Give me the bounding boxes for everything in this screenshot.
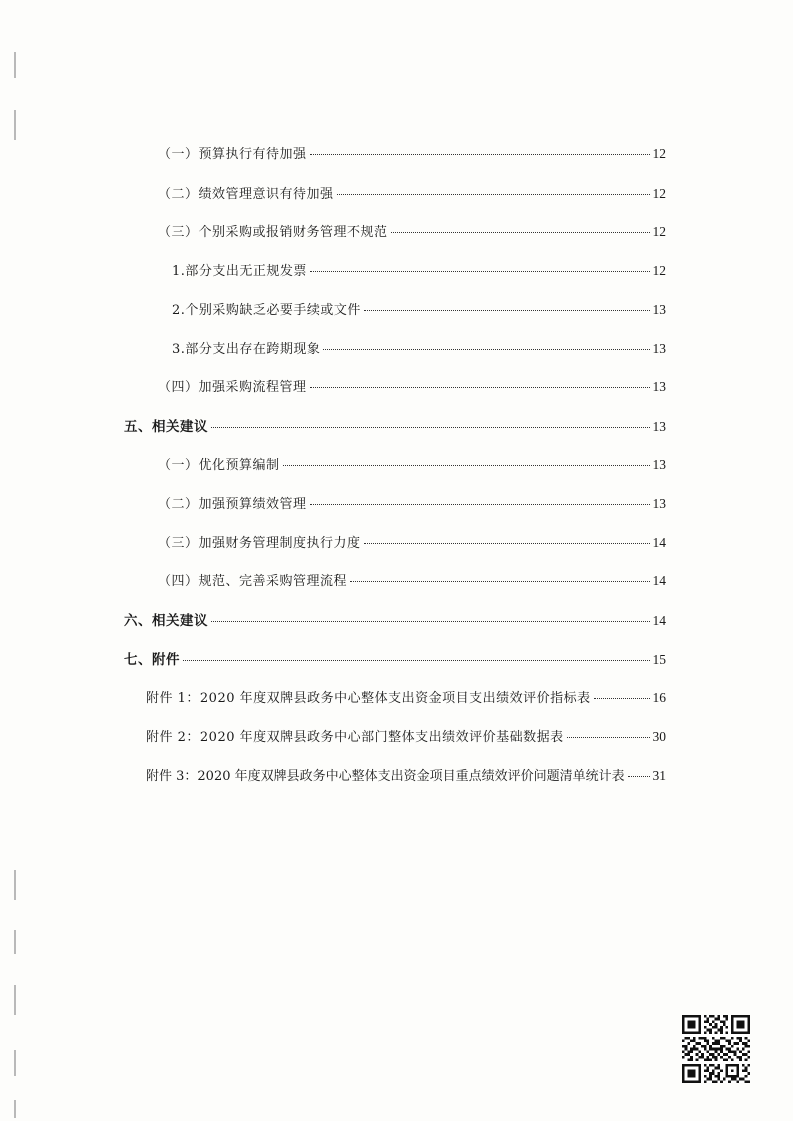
toc-page-number: 13 [652,419,666,434]
toc-page-number: 13 [652,302,666,317]
toc-entry-label: 七、附件 [124,652,180,668]
toc-leader-dots [337,194,650,195]
toc-entry-label: （二）绩效管理意识有待加强 [158,187,334,202]
toc-page-number: 13 [652,379,666,394]
toc-entry[interactable] [158,532,666,552]
toc-entry-label: （二）加强预算绩效管理 [158,497,307,512]
toc-entry-label: （一）预算执行有待加强 [158,147,307,162]
toc-page-number: 31 [652,768,666,783]
toc-entry-label: 1.部分支出无正规发票 [172,264,307,279]
toc-entry[interactable] [172,338,666,358]
toc-page-number: 12 [652,263,666,278]
toc-entry-label: （三）加强财务管理制度执行力度 [158,536,361,551]
binding-mark [14,52,16,78]
toc-entry-label: 附件 3：2020 年度双牌县政务中心整体支出资金项目重点绩效评价问题清单统计表 [146,769,625,784]
toc-entry-label: （三）个别采购或报销财务管理不规范 [158,225,388,240]
toc-entry[interactable] [172,299,666,319]
toc-entry[interactable] [158,183,666,203]
binding-mark [14,110,16,140]
toc-entry-label: 附件 1：2020 年度双牌县政务中心整体支出资金项目支出绩效评价指标表 [146,691,591,706]
toc-leader-dots [350,581,649,582]
toc-leader-dots [310,271,650,272]
toc-entry[interactable] [146,687,666,707]
toc-leader-dots [364,543,650,544]
toc-leader-dots [310,154,650,155]
toc-entry[interactable] [146,765,666,785]
toc-entry-label: 附件 2：2020 年度双牌县政务中心部门整体支出绩效评价基础数据表 [146,730,564,745]
toc-entry[interactable] [158,493,666,513]
toc-entry[interactable] [124,415,666,435]
toc-leader-dots [628,776,650,777]
toc-leader-dots [364,310,650,311]
toc-entry-label: 五、相关建议 [124,419,208,435]
toc-entry-label: 3.部分支出存在跨期现象 [172,342,321,357]
toc-leader-dots [594,698,650,699]
toc-entry-label: 2.个别采购缺乏必要手续或文件 [172,303,361,318]
toc-leader-dots [567,737,650,738]
toc-entry[interactable] [124,609,666,629]
toc-leader-dots [310,504,650,505]
toc-leader-dots [183,660,650,661]
toc-page-number: 30 [652,729,666,744]
toc-leader-dots [391,232,650,233]
toc-entry[interactable] [158,143,666,163]
binding-mark [14,985,16,1015]
toc-entry[interactable] [172,260,666,280]
toc-page-number: 14 [652,613,666,628]
binding-marks [0,0,40,1121]
toc-entry-label: （四）规范、完善采购管理流程 [158,574,348,589]
toc-entry[interactable] [124,648,666,668]
toc-page-number: 13 [652,457,666,472]
binding-mark [14,1100,16,1118]
toc-leader-dots [310,387,650,388]
toc-page-number: 14 [652,573,666,588]
toc-entry[interactable] [158,221,666,241]
toc-page-number: 15 [652,652,666,667]
toc-leader-dots [211,427,650,428]
toc-entry[interactable] [158,454,666,474]
toc-page-number: 13 [652,341,666,356]
toc-entry[interactable] [146,726,666,746]
toc-leader-dots [283,465,650,466]
toc-entry-label: 六、相关建议 [124,613,208,629]
qr-code-icon [682,1015,750,1083]
binding-mark [14,870,16,900]
toc-entry-label: （四）加强采购流程管理 [158,380,307,395]
toc-page-number: 14 [652,535,666,550]
binding-mark [14,1050,16,1076]
binding-mark [14,930,16,954]
toc-page-number: 12 [652,224,666,239]
toc-leader-dots [211,621,650,622]
toc-page-number: 12 [652,186,666,201]
toc-leader-dots [323,349,649,350]
toc-entry[interactable] [158,376,666,396]
toc-page-number: 13 [652,496,666,511]
toc-entry[interactable] [158,570,666,590]
toc-page-number: 16 [652,690,666,705]
toc-page-number: 12 [652,146,666,161]
toc-entry-label: （一）优化预算编制 [158,458,280,473]
